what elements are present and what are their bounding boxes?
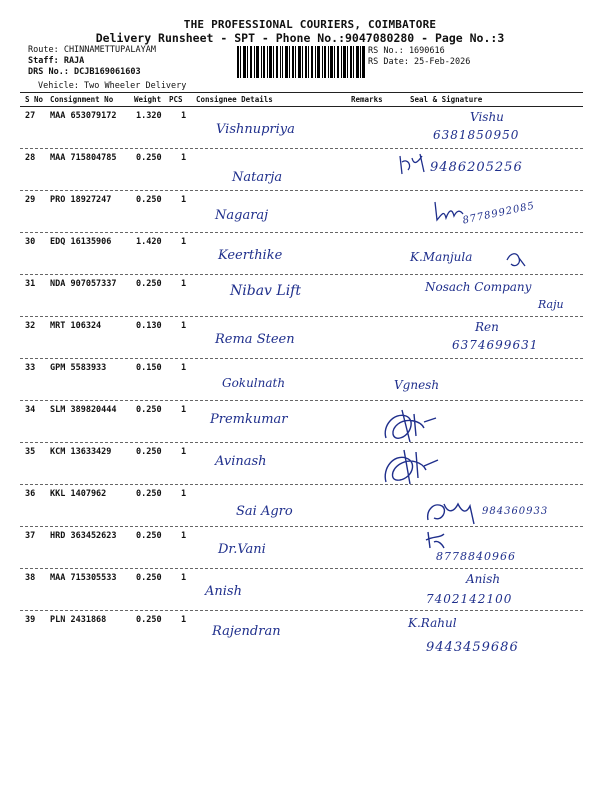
consignee-name: Nagaraj — [215, 208, 269, 223]
signature-scribble — [505, 250, 527, 270]
row-consignment: EDQ 16135906 — [50, 237, 112, 247]
row-consignment: MRT 106324 — [50, 321, 102, 331]
row-consignment: PLN 2431868 — [50, 615, 107, 625]
header-top-rule — [20, 92, 583, 93]
company-name: THE PROFESSIONAL COURIERS, COIMBATORE — [183, 18, 437, 31]
row-sno: 36 — [25, 489, 36, 499]
signature: Vishu — [470, 110, 504, 124]
row-sno: 27 — [25, 111, 36, 121]
consignee-name: Natarja — [232, 170, 283, 185]
row-pcs: 1 — [181, 363, 187, 373]
signature-scribble — [380, 446, 440, 486]
signature: K.Rahul — [408, 616, 457, 630]
row-divider — [20, 610, 583, 611]
consignee-name: Avinash — [215, 454, 267, 469]
row-weight: 0.250 — [136, 489, 162, 499]
consignee-phone: 6381850950 — [433, 128, 520, 142]
row-sno: 30 — [25, 237, 36, 247]
consignee-name: Vishnupriya — [216, 122, 295, 137]
row-sno: 37 — [25, 531, 36, 541]
consignee-name: Nibav Lift — [230, 283, 301, 299]
row-divider — [20, 232, 583, 233]
row-weight: 0.250 — [136, 615, 162, 625]
drs-number: DRS No.: DCJB169061603 — [28, 67, 141, 77]
table-row — [0, 318, 600, 360]
row-pcs: 1 — [181, 321, 187, 331]
table-row — [0, 192, 600, 234]
consignee-name: Anish — [205, 584, 242, 599]
row-sno: 29 — [25, 195, 36, 205]
row-sno: 38 — [25, 573, 36, 583]
row-weight: 0.250 — [136, 447, 162, 457]
row-pcs: 1 — [181, 615, 187, 625]
consignee-name: Dr.Vani — [218, 542, 266, 557]
consignee-name: Sai Agro — [236, 504, 293, 519]
consignee-phone: 6374699631 — [452, 338, 539, 352]
col-seal-signature: Seal & Signature — [410, 95, 483, 104]
row-sno: 31 — [25, 279, 36, 289]
row-pcs: 1 — [181, 531, 187, 541]
signature-scribble — [380, 406, 440, 444]
row-consignment: PRO 18927247 — [50, 195, 112, 205]
row-sno: 33 — [25, 363, 36, 373]
table-row — [0, 108, 600, 150]
row-consignment: MAA 715804785 — [50, 153, 117, 163]
row-consignment: KKL 1407962 — [50, 489, 107, 499]
row-divider — [20, 358, 583, 359]
row-divider — [20, 148, 583, 149]
rs-date: RS Date: 25-Feb-2026 — [368, 57, 471, 67]
row-weight: 0.250 — [136, 405, 162, 415]
table-row — [0, 360, 600, 402]
row-weight: 0.150 — [136, 363, 162, 373]
row-consignment: MAA 715305533 — [50, 573, 117, 583]
table-row — [0, 444, 600, 486]
runsheet-title: Delivery Runsheet - SPT - Phone No.:9047080280 - Page No.:3 — [95, 31, 505, 45]
table-row — [0, 570, 600, 612]
signature: Ren — [475, 320, 499, 334]
signature-second-line: Raju — [538, 298, 564, 311]
row-weight: 0.250 — [136, 279, 162, 289]
table-row — [0, 234, 600, 276]
col-pcs: PCS — [169, 95, 183, 104]
row-weight: 1.420 — [136, 237, 162, 247]
row-weight: 0.250 — [136, 153, 162, 163]
route: Route: CHINNAMETTUPALAYAM — [28, 45, 156, 55]
consignee-phone: 984360933 — [482, 506, 549, 517]
row-divider — [20, 316, 583, 317]
row-pcs: 1 — [181, 405, 187, 415]
row-divider — [20, 568, 583, 569]
row-pcs: 1 — [181, 447, 187, 457]
consignee-phone: 8778840966 — [436, 550, 516, 563]
row-weight: 0.250 — [136, 531, 162, 541]
staff: Staff: RAJA — [28, 56, 85, 66]
row-divider — [20, 484, 583, 485]
table-row — [0, 528, 600, 570]
consignee-phone: 8778992085 — [461, 200, 536, 227]
consignee-name: Rema Steen — [215, 332, 295, 347]
row-pcs: 1 — [181, 489, 187, 499]
row-pcs: 1 — [181, 195, 187, 205]
row-sno: 39 — [25, 615, 36, 625]
signature: Vgnesh — [394, 378, 440, 392]
row-sno: 32 — [25, 321, 36, 331]
table-row — [0, 150, 600, 192]
row-consignment: KCM 13633429 — [50, 447, 112, 457]
consignee-name: Rajendran — [212, 624, 281, 639]
signature-scribble — [432, 200, 466, 224]
consignee-name: Gokulnath — [222, 376, 286, 390]
row-consignment: SLM 389820444 — [50, 405, 117, 415]
row-divider — [20, 190, 583, 191]
col-consignment: Consignment No — [50, 95, 114, 104]
row-consignment: GPM 5583933 — [50, 363, 107, 373]
signature-scribble — [424, 496, 480, 526]
row-weight: 0.130 — [136, 321, 162, 331]
consignee-phone: 9443459686 — [426, 640, 519, 655]
row-weight: 0.250 — [136, 195, 162, 205]
row-consignment: HRD 363452623 — [50, 531, 117, 541]
row-pcs: 1 — [181, 237, 187, 247]
signature: Anish — [466, 572, 501, 586]
consignee-name: Keerthike — [218, 248, 283, 263]
consignee-phone: 7402142100 — [426, 592, 513, 606]
rs-number: RS No.: 1690616 — [368, 46, 445, 56]
row-divider — [20, 274, 583, 275]
row-consignment: MAA 653079172 — [50, 111, 117, 121]
signature: K.Manjula — [410, 250, 473, 264]
table-row — [0, 276, 600, 318]
row-consignment: NDA 907057337 — [50, 279, 117, 289]
vehicle: Vehicle: Two Wheeler Delivery — [38, 81, 187, 91]
col-weight: Weight — [134, 95, 162, 104]
table-row — [0, 402, 600, 444]
consignee-name: Premkumar — [210, 412, 288, 427]
row-pcs: 1 — [181, 279, 187, 289]
row-weight: 0.250 — [136, 573, 162, 583]
barcode-image — [237, 46, 365, 78]
row-divider — [20, 526, 583, 527]
col-sno: S No — [25, 95, 44, 104]
row-weight: 1.320 — [136, 111, 162, 121]
col-remarks: Remarks — [351, 95, 383, 104]
signature-scribble — [424, 530, 448, 550]
row-divider — [20, 442, 583, 443]
signature-scribble — [398, 152, 428, 178]
row-pcs: 1 — [181, 111, 187, 121]
col-consignee: Consignee Details — [196, 95, 273, 104]
row-sno: 28 — [25, 153, 36, 163]
row-sno: 35 — [25, 447, 36, 457]
row-pcs: 1 — [181, 153, 187, 163]
row-sno: 34 — [25, 405, 36, 415]
row-pcs: 1 — [181, 573, 187, 583]
consignee-phone: 9486205256 — [430, 160, 523, 175]
row-divider — [20, 400, 583, 401]
route-info — [28, 45, 156, 78]
rs-info — [368, 46, 470, 68]
signature: Nosach Company — [425, 280, 532, 294]
table-row — [0, 612, 600, 654]
table-row — [0, 486, 600, 528]
header-bottom-rule — [20, 106, 583, 107]
